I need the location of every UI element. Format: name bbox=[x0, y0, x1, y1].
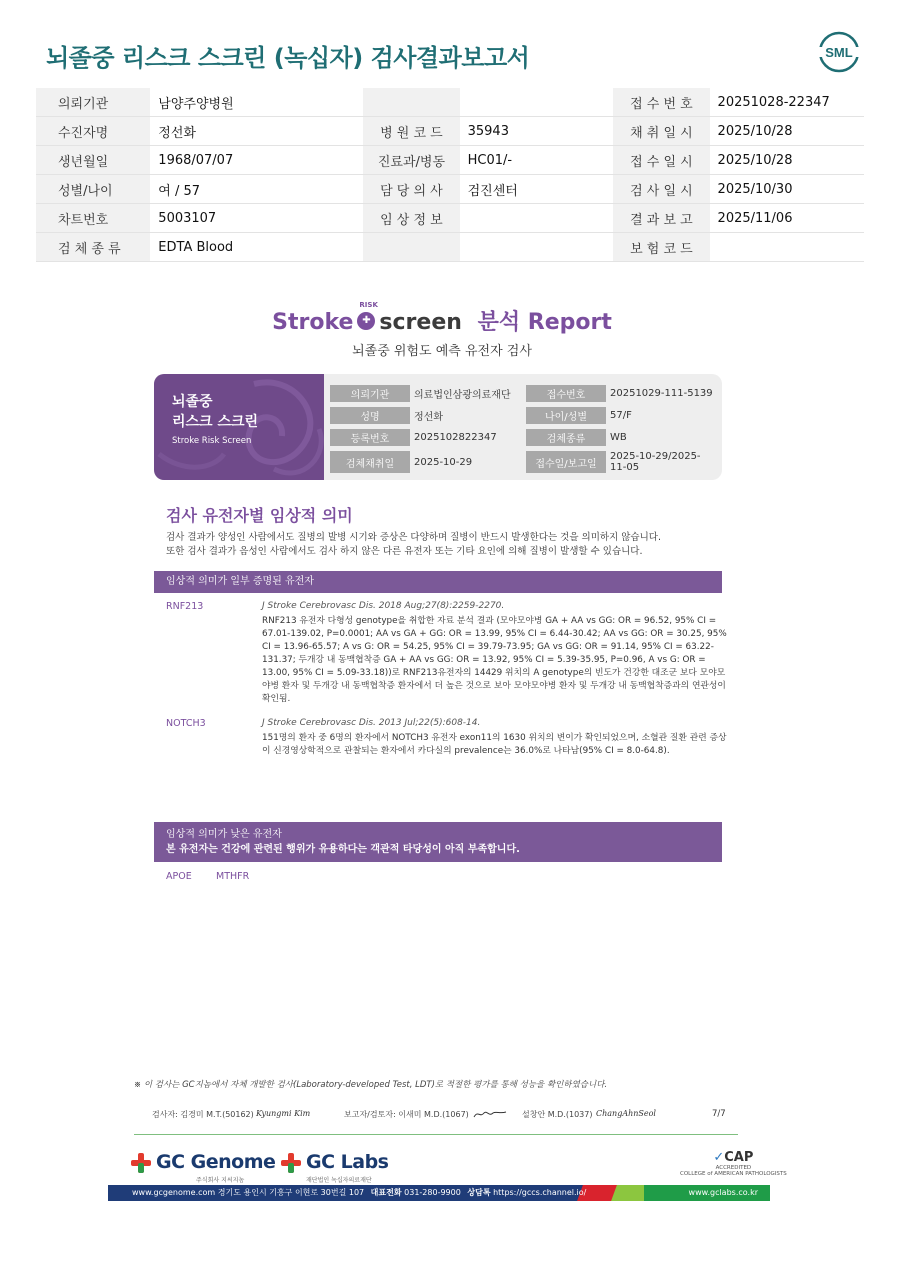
card-label: 접수번호 bbox=[526, 385, 606, 402]
info-row bbox=[36, 204, 864, 233]
document-title: 뇌졸중 리스크 스크린 (녹십자) 검사결과보고서 bbox=[46, 44, 530, 72]
card-value: 2025102822347 bbox=[414, 432, 497, 443]
info-label: 수진자명 bbox=[36, 117, 150, 146]
sml-logo bbox=[817, 30, 861, 74]
info-label: 진료과/병동 bbox=[363, 146, 459, 175]
card-value: WB bbox=[610, 432, 627, 443]
page-number: 7/7 bbox=[712, 1109, 726, 1119]
card-value: 정선화 bbox=[414, 412, 443, 423]
card-title-line1: 뇌졸중 bbox=[172, 394, 213, 410]
card-title-line2: 리스크 스크린 bbox=[172, 414, 259, 430]
info-value: 2025/10/28 bbox=[710, 117, 864, 146]
brand-risk-tag: RISK bbox=[359, 301, 378, 309]
card-row bbox=[330, 429, 720, 446]
info-label: 담 당 의 사 bbox=[363, 175, 459, 204]
info-value: 정선화 bbox=[150, 117, 363, 146]
gc-genome-logo: GC Genome bbox=[156, 1151, 276, 1173]
card-row bbox=[330, 407, 720, 424]
ldt-footnote: ※ 이 검사는 GC지놈에서 자체 개발한 검사(Laboratory-developed Test, LDT)로 적절한 평가를 통해 성능을 확인하였습니다. bbox=[134, 1080, 608, 1090]
info-label: 결 과 보 고 bbox=[613, 204, 709, 233]
footer-website: www.gclabs.co.kr bbox=[688, 1188, 758, 1197]
info-value: 5003107 bbox=[150, 204, 363, 233]
info-label bbox=[363, 233, 459, 262]
info-row bbox=[36, 146, 864, 175]
gene-name: RNF213 bbox=[166, 601, 204, 612]
director-signature: ChangAhnSeol bbox=[596, 1109, 656, 1118]
low-gene-item: APOE bbox=[166, 871, 192, 882]
card-value: 2025-10-29 bbox=[414, 456, 473, 468]
info-label: 병 원 코 드 bbox=[363, 117, 459, 146]
info-value bbox=[460, 233, 614, 262]
reporter-signature-icon bbox=[472, 1108, 508, 1120]
info-value: HC01/- bbox=[460, 146, 614, 175]
gc-labs-cross-icon bbox=[280, 1152, 302, 1174]
report-title-suffix: 분석 Report bbox=[477, 310, 612, 335]
tester-label: 검사자: 김경미 M.T.(50162) bbox=[152, 1110, 254, 1119]
info-label: 임 상 정 보 bbox=[363, 204, 459, 233]
gene-reference: J Stroke Cerebrovasc Dis. 2013 Jul;22(5):608-14. bbox=[262, 718, 481, 728]
tester-signature: Kyungmi Kim bbox=[256, 1109, 311, 1118]
low-gene-item: MTHFR bbox=[216, 871, 250, 882]
report-title bbox=[0, 301, 884, 336]
card-value: 2025-10-29/2025-11-05 bbox=[610, 451, 701, 473]
card-row bbox=[330, 385, 720, 402]
info-label: 접 수 일 시 bbox=[613, 146, 709, 175]
info-label: 의뢰기관 bbox=[36, 88, 150, 117]
card-label: 나이/성별 bbox=[526, 407, 606, 424]
card-value: 의료법인삼광의료재단 bbox=[414, 390, 511, 401]
footer-divider bbox=[134, 1134, 738, 1135]
info-label bbox=[363, 88, 459, 117]
info-row bbox=[36, 117, 864, 146]
info-label: 생년월일 bbox=[36, 146, 150, 175]
gc-cross-icon bbox=[130, 1152, 152, 1174]
info-row bbox=[36, 233, 864, 262]
info-value: 2025/11/06 bbox=[710, 204, 864, 233]
sml-logo-text: SML bbox=[825, 45, 853, 60]
card-value: 57/F bbox=[610, 410, 632, 421]
info-row bbox=[36, 88, 864, 117]
low-significance-desc: 본 유전자는 건강에 관련된 행위가 유용하다는 객관적 타당성이 아직 부족합니다. bbox=[166, 844, 520, 855]
patient-info-table bbox=[36, 88, 864, 262]
info-label: 차트번호 bbox=[36, 204, 150, 233]
cap-text: ✓CAP bbox=[713, 1150, 754, 1165]
info-value bbox=[460, 204, 614, 233]
info-value: 35943 bbox=[460, 117, 614, 146]
gene-description: RNF213 유전자 다형성 genotype을 취합한 자료 분석 결과 (모야모야병 GA + AA vs GG: OR = 96.52, 95% CI = 67.01-139.02, P=0.0001; AA vs GA + GG: OR = 13.99, 95% CI = 6.44-30.42; AA vs GG: OR = 30.25, 95% CI = 13.96-65.57; A vs G: OR = 54.25, 95% CI = 39.79-73.95; GA vs GG: OR = 91.14, 95% CI = 63.22-131.37; 두개강 내 동맥협착증 GA + AA vs GG: OR = 13.92, 95% CI = 5.39-35.95, P=0.96, A vs G: OR = 13.00, 95% CI = 5.09-33.18))로 RNF213유전자의 14429 위치의 A genotype의 빈도가 건강한 대조군 보다 모야모야병 환자 및 두개강 내 동맥협착증 환자에서 더 높은 것으로 보아 모야모야병 환자 및 두개강 내 동맥협착증과의 연관성이 확인됨. bbox=[262, 616, 727, 704]
card-label: 의뢰기관 bbox=[330, 385, 410, 402]
gc-labs-sub: 재단법인 녹십자의료재단 bbox=[306, 1177, 372, 1184]
info-value bbox=[460, 88, 614, 117]
cap-college: COLLEGE of AMERICAN PATHOLOGISTS bbox=[680, 1171, 787, 1177]
info-label: 검 사 일 시 bbox=[613, 175, 709, 204]
reporter-label: 보고자/검토자: 이새미 M.D.(1067) bbox=[344, 1110, 469, 1119]
cap-accredited: ACCREDITED bbox=[715, 1165, 752, 1171]
info-label: 검 체 종 류 bbox=[36, 233, 150, 262]
footer-address: www.gcgenome.com 경기도 용인시 기흥구 이현로 30번길 107 대표전화 031-280-9900 상담톡 https://gccs.channel.io/ bbox=[132, 1188, 587, 1197]
stroke-brain-icon: ✚ bbox=[357, 312, 375, 330]
info-label: 채 취 일 시 bbox=[613, 117, 709, 146]
info-value bbox=[710, 233, 864, 262]
low-significance-bar bbox=[154, 822, 722, 862]
gene-reference: J Stroke Cerebrovasc Dis. 2018 Aug;27(8):2259-2270. bbox=[262, 601, 505, 611]
gc-genome-sub: 주식회사 지씨지놈 bbox=[196, 1177, 245, 1184]
section-desc-line2: 또한 검사 결과가 음성인 사람에서도 검사 하지 않은 다른 유전자 또는 기타 요인에 의해 질병이 발생할 수 있습니다. bbox=[166, 546, 643, 557]
info-value: 여 / 57 bbox=[150, 175, 363, 204]
info-value: 검진센터 bbox=[460, 175, 614, 204]
proven-genes-bar: 임상적 의미가 일부 증명된 유전자 bbox=[154, 571, 722, 593]
card-value: 20251029-111-5139 bbox=[610, 388, 713, 399]
info-value: EDTA Blood bbox=[150, 233, 363, 262]
info-label: 접 수 번 호 bbox=[613, 88, 709, 117]
info-label: 보 험 코 드 bbox=[613, 233, 709, 262]
footer-contact-bar bbox=[108, 1185, 770, 1201]
card-label: 접수일/보고일 bbox=[526, 451, 606, 473]
brand-screen: screen bbox=[379, 310, 462, 335]
card-title-english: Stroke Risk Screen bbox=[172, 436, 252, 446]
info-value: 2025/10/28 bbox=[710, 146, 864, 175]
card-row bbox=[330, 451, 720, 473]
gene-name: NOTCH3 bbox=[166, 718, 206, 729]
card-info-grid bbox=[330, 380, 720, 478]
gc-labs-logo: GC Labs bbox=[306, 1151, 389, 1173]
gene-description: 151명의 환자 중 6명의 환자에서 NOTCH3 유전자 exon11의 1630 위치의 변이가 확인되었으며, 소혈관 질환 관련 증상이 신경영상학적으로 관찰되는 환자에서 카다실의 prevalence는 36.0%로 나타남(95% CI = 8.0-64.8). bbox=[262, 733, 727, 756]
card-label: 성명 bbox=[330, 407, 410, 424]
low-significance-title: 임상적 의미가 낮은 유전자 bbox=[166, 829, 282, 840]
brand-stroke: Stroke bbox=[272, 310, 354, 335]
director-label: 설창안 M.D.(1037) bbox=[522, 1110, 593, 1119]
info-value: 남양주양병원 bbox=[150, 88, 363, 117]
card-label: 검체채취일 bbox=[330, 451, 410, 473]
info-row bbox=[36, 175, 864, 204]
info-value: 2025/10/30 bbox=[710, 175, 864, 204]
report-subtitle: 뇌졸중 위험도 예측 유전자 검사 bbox=[352, 344, 532, 359]
card-label: 검체종류 bbox=[526, 429, 606, 446]
info-value: 20251028-22347 bbox=[710, 88, 864, 117]
cap-accreditation bbox=[680, 1150, 787, 1177]
card-label: 등록번호 bbox=[330, 429, 410, 446]
info-value: 1968/07/07 bbox=[150, 146, 363, 175]
section-description bbox=[166, 531, 726, 559]
info-label: 성별/나이 bbox=[36, 175, 150, 204]
section-desc-line1: 검사 결과가 양성인 사람에서도 질병의 발병 시기와 증상은 다양하며 질병이 반드시 발생한다는 것을 의미하지 않습니다. bbox=[166, 532, 661, 543]
section-title: 검사 유전자별 임상적 의미 bbox=[166, 506, 353, 525]
